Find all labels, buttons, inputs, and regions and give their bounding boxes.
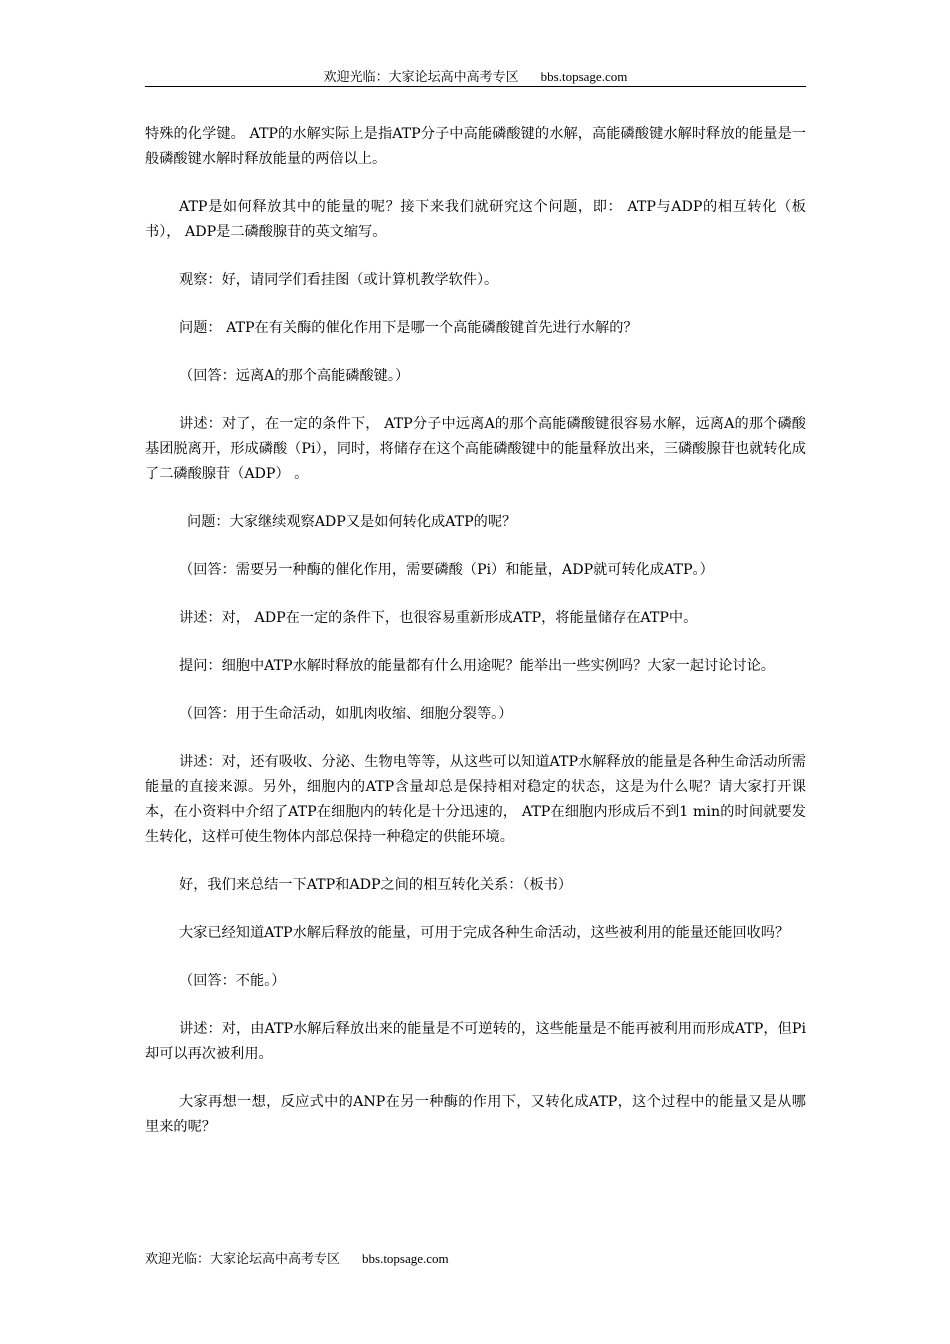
paragraph: （回答：不能。）	[179, 973, 286, 989]
paragraph: 讲述：对，由ATP水解后释放出来的能量是不可逆转的，这些能量是不能再被利用而形成ATP，但Pi却可以再次被利用。	[145, 1021, 806, 1062]
paragraph: 好，我们来总结一下ATP和ADP之间的相互转化关系：（板书）	[179, 877, 573, 893]
paragraph: （回答：需要另一种酶的催化作用，需要磷酸（Pi）和能量，ADP就可转化成ATP。）	[179, 562, 714, 578]
footer-welcome: 欢迎光临：大家论坛高中高考专区	[145, 1251, 341, 1266]
paragraph: 讲述：对了，在一定的条件下， ATP分子中远离A的那个高能磷酸键很容易水解，远离A的那个磷酸基团脱离开，形成磷酸（Pi），同时，将储存在这个高能磷酸键中的能量释放出来，三磷酸腺苷也就转化成了二磷酸腺苷（ADP） 。	[145, 416, 806, 482]
paragraph: （回答：远离A的那个高能磷酸键。）	[179, 368, 410, 384]
page-header	[145, 66, 806, 87]
paragraph: 讲述：对， ADP在一定的条件下，也很容易重新形成ATP，将能量储存在ATP中。	[179, 610, 698, 626]
header-text	[145, 66, 806, 85]
paragraph: 问题： ATP在有关酶的催化作用下是哪一个高能磷酸键首先进行水解的？	[179, 320, 638, 336]
header-url[interactable]: bbs.topsage.com	[540, 69, 628, 84]
document-body	[145, 122, 806, 1163]
paragraph: 大家再想一想，反应式中的ANP在另一种酶的作用下，又转化成ATP，这个过程中的能量又是从哪里来的呢？	[145, 1094, 806, 1135]
paragraph: （回答：用于生命活动，如肌肉收缩、细胞分裂等。）	[179, 706, 513, 722]
paragraph: 特殊的化学键。 ATP的水解实际上是指ATP分子中高能磷酸键的水解，高能磷酸键水解时释放的能量是一般磷酸键水解时释放能量的两倍以上。	[145, 126, 806, 167]
page-footer	[145, 1248, 449, 1267]
paragraph: 问题：大家继续观察ADP又是如何转化成ATP的呢？	[187, 514, 517, 530]
footer-url[interactable]: bbs.topsage.com	[362, 1251, 449, 1266]
header-welcome: 欢迎光临：大家论坛高中高考专区	[323, 69, 519, 84]
paragraph: 讲述：对，还有吸收、分泌、生物电等等，从这些可以知道ATP水解释放的能量是各种生命活动所需能量的直接来源。另外，细胞内的ATP含量却总是保持相对稳定的状态，这是为什么呢？请大家打开课本，在小资料中介绍了ATP在细胞内的转化是十分迅速的， ATP在细胞内形成后不到1 min的时间就要发生转化，这样可使生物体内部总保持一种稳定的供能环境。	[145, 754, 806, 845]
paragraph: ATP是如何释放其中的能量的呢？接下来我们就研究这个问题，即： ATP与ADP的相互转化（板书）， ADP是二磷酸腺苷的英文缩写。	[145, 199, 806, 240]
paragraph: 大家已经知道ATP水解后释放的能量，可用于完成各种生命活动，这些被利用的能量还能回收吗？	[179, 925, 790, 941]
paragraph: 观察：好，请同学们看挂图（或计算机教学软件）。	[179, 272, 499, 288]
paragraph: 提问：细胞中ATP水解时释放的能量都有什么用途呢？能举出一些实例吗？大家一起讨论讨论。	[179, 658, 775, 674]
